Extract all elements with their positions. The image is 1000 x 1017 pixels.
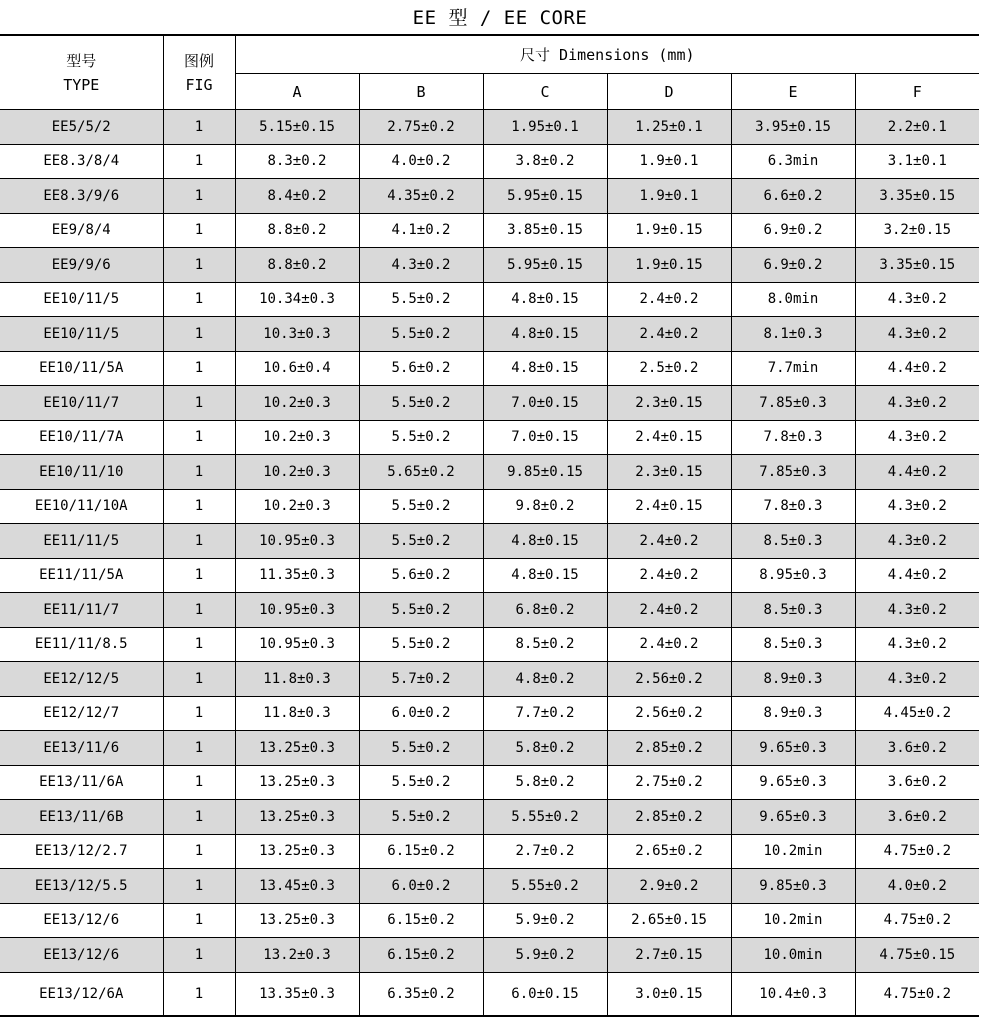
- cell-b: 6.15±0.2: [359, 938, 483, 973]
- cell-a: 11.35±0.3: [235, 558, 359, 593]
- cell-d: 2.65±0.15: [607, 903, 731, 938]
- cell-a: 10.95±0.3: [235, 524, 359, 559]
- table-body: [0, 110, 979, 1016]
- cell-fig: 1: [163, 179, 235, 214]
- table-row: [0, 558, 979, 593]
- table-row: [0, 248, 979, 283]
- cell-e: 10.4±0.3: [731, 972, 855, 1016]
- cell-f: 4.3±0.2: [855, 593, 979, 628]
- cell-e: 6.6±0.2: [731, 179, 855, 214]
- cell-b: 5.6±0.2: [359, 558, 483, 593]
- cell-f: 4.0±0.2: [855, 869, 979, 904]
- cell-a: 8.3±0.2: [235, 144, 359, 179]
- cell-a: 13.2±0.3: [235, 938, 359, 973]
- header-col-c: C: [483, 74, 607, 110]
- cell-c: 4.8±0.15: [483, 282, 607, 317]
- cell-type: EE9/8/4: [0, 213, 163, 248]
- cell-type: EE13/12/6: [0, 938, 163, 973]
- table-row: [0, 627, 979, 662]
- cell-fig: 1: [163, 455, 235, 490]
- cell-e: 8.0min: [731, 282, 855, 317]
- cell-fig: 1: [163, 489, 235, 524]
- cell-f: 4.75±0.2: [855, 834, 979, 869]
- cell-d: 1.9±0.15: [607, 248, 731, 283]
- cell-f: 3.1±0.1: [855, 144, 979, 179]
- cell-fig: 1: [163, 248, 235, 283]
- cell-d: 2.3±0.15: [607, 455, 731, 490]
- header-fig: [163, 35, 235, 110]
- page-title: EE 型 / EE CORE: [412, 7, 588, 29]
- header-col-d: D: [607, 74, 731, 110]
- cell-e: 7.8±0.3: [731, 489, 855, 524]
- cell-a: 10.2±0.3: [235, 386, 359, 421]
- cell-e: 3.95±0.15: [731, 110, 855, 145]
- cell-fig: 1: [163, 627, 235, 662]
- cell-type: EE10/11/10A: [0, 489, 163, 524]
- cell-type: EE10/11/7: [0, 386, 163, 421]
- cell-e: 10.2min: [731, 834, 855, 869]
- cell-e: 7.85±0.3: [731, 455, 855, 490]
- cell-type: EE13/12/6A: [0, 972, 163, 1016]
- cell-c: 5.55±0.2: [483, 800, 607, 835]
- cell-d: 2.3±0.15: [607, 386, 731, 421]
- cell-f: 3.35±0.15: [855, 179, 979, 214]
- cell-fig: 1: [163, 524, 235, 559]
- header-fig-cn: 图例: [183, 51, 214, 70]
- cell-c: 5.8±0.2: [483, 765, 607, 800]
- cell-fig: 1: [163, 662, 235, 697]
- cell-c: 5.95±0.15: [483, 248, 607, 283]
- cell-type: EE11/11/7: [0, 593, 163, 628]
- cell-d: 2.4±0.15: [607, 489, 731, 524]
- cell-b: 4.1±0.2: [359, 213, 483, 248]
- cell-type: EE11/11/5: [0, 524, 163, 559]
- cell-c: 6.8±0.2: [483, 593, 607, 628]
- header-col-f: F: [855, 74, 979, 110]
- cell-b: 6.35±0.2: [359, 972, 483, 1016]
- cell-b: 5.6±0.2: [359, 351, 483, 386]
- header-col-b: B: [359, 74, 483, 110]
- cell-a: 10.95±0.3: [235, 593, 359, 628]
- table-header: [0, 35, 979, 110]
- cell-a: 8.8±0.2: [235, 213, 359, 248]
- cell-e: 8.1±0.3: [731, 317, 855, 352]
- cell-e: 8.95±0.3: [731, 558, 855, 593]
- header-type-en: TYPE: [63, 75, 100, 94]
- cell-e: 6.9±0.2: [731, 213, 855, 248]
- cell-c: 5.8±0.2: [483, 731, 607, 766]
- cell-type: EE10/11/5: [0, 317, 163, 352]
- cell-fig: 1: [163, 696, 235, 731]
- cell-a: 13.45±0.3: [235, 869, 359, 904]
- cell-fig: 1: [163, 282, 235, 317]
- cell-f: 3.6±0.2: [855, 731, 979, 766]
- cell-f: 4.3±0.2: [855, 627, 979, 662]
- cell-f: 3.6±0.2: [855, 765, 979, 800]
- table-row: [0, 455, 979, 490]
- cell-f: 3.2±0.15: [855, 213, 979, 248]
- cell-c: 9.85±0.15: [483, 455, 607, 490]
- header-type: [0, 35, 163, 110]
- cell-d: 2.4±0.2: [607, 524, 731, 559]
- cell-c: 9.8±0.2: [483, 489, 607, 524]
- table-row: [0, 420, 979, 455]
- cell-d: 1.25±0.1: [607, 110, 731, 145]
- cell-b: 5.5±0.2: [359, 489, 483, 524]
- cell-b: 4.3±0.2: [359, 248, 483, 283]
- cell-a: 13.25±0.3: [235, 765, 359, 800]
- table-row: [0, 351, 979, 386]
- cell-c: 7.7±0.2: [483, 696, 607, 731]
- cell-e: 8.9±0.3: [731, 662, 855, 697]
- table-row: [0, 800, 979, 835]
- cell-e: 9.65±0.3: [731, 765, 855, 800]
- cell-b: 5.5±0.2: [359, 317, 483, 352]
- cell-fig: 1: [163, 593, 235, 628]
- cell-fig: 1: [163, 110, 235, 145]
- table-row: [0, 593, 979, 628]
- cell-b: 6.15±0.2: [359, 903, 483, 938]
- table-row: [0, 317, 979, 352]
- cell-d: 1.9±0.1: [607, 144, 731, 179]
- cell-type: EE10/11/7A: [0, 420, 163, 455]
- table-row: [0, 179, 979, 214]
- cell-b: 4.0±0.2: [359, 144, 483, 179]
- cell-e: 9.65±0.3: [731, 731, 855, 766]
- cell-f: 4.4±0.2: [855, 558, 979, 593]
- table-row: [0, 938, 979, 973]
- cell-type: EE13/12/5.5: [0, 869, 163, 904]
- cell-f: 4.75±0.2: [855, 903, 979, 938]
- cell-d: 3.0±0.15: [607, 972, 731, 1016]
- table-row: [0, 144, 979, 179]
- cell-f: 4.3±0.2: [855, 420, 979, 455]
- cell-d: 1.9±0.1: [607, 179, 731, 214]
- cell-b: 5.5±0.2: [359, 800, 483, 835]
- cell-c: 4.8±0.15: [483, 524, 607, 559]
- cell-e: 8.5±0.3: [731, 524, 855, 559]
- cell-a: 8.8±0.2: [235, 248, 359, 283]
- cell-fig: 1: [163, 765, 235, 800]
- table-row: [0, 282, 979, 317]
- table-row: [0, 696, 979, 731]
- cell-c: 5.9±0.2: [483, 903, 607, 938]
- table-row: [0, 834, 979, 869]
- cell-type: EE5/5/2: [0, 110, 163, 145]
- cell-e: 9.85±0.3: [731, 869, 855, 904]
- cell-f: 4.75±0.2: [855, 972, 979, 1016]
- cell-d: 2.56±0.2: [607, 696, 731, 731]
- cell-a: 11.8±0.3: [235, 696, 359, 731]
- cell-f: 4.4±0.2: [855, 455, 979, 490]
- cell-type: EE13/11/6B: [0, 800, 163, 835]
- cell-a: 13.25±0.3: [235, 731, 359, 766]
- cell-a: 13.25±0.3: [235, 903, 359, 938]
- cell-c: 4.8±0.2: [483, 662, 607, 697]
- cell-type: EE9/9/6: [0, 248, 163, 283]
- cell-e: 6.3min: [731, 144, 855, 179]
- cell-e: 8.5±0.3: [731, 627, 855, 662]
- cell-b: 5.5±0.2: [359, 386, 483, 421]
- cell-d: 2.4±0.2: [607, 558, 731, 593]
- cell-a: 10.6±0.4: [235, 351, 359, 386]
- cell-type: EE10/11/5: [0, 282, 163, 317]
- cell-a: 10.2±0.3: [235, 420, 359, 455]
- cell-f: 4.3±0.2: [855, 489, 979, 524]
- cell-e: 6.9±0.2: [731, 248, 855, 283]
- cell-c: 2.7±0.2: [483, 834, 607, 869]
- cell-f: 4.3±0.2: [855, 662, 979, 697]
- cell-type: EE8.3/9/6: [0, 179, 163, 214]
- cell-b: 5.5±0.2: [359, 282, 483, 317]
- cell-a: 5.15±0.15: [235, 110, 359, 145]
- cell-c: 7.0±0.15: [483, 386, 607, 421]
- cell-c: 5.9±0.2: [483, 938, 607, 973]
- cell-d: 2.4±0.2: [607, 317, 731, 352]
- cell-b: 6.15±0.2: [359, 834, 483, 869]
- cell-d: 2.4±0.15: [607, 420, 731, 455]
- cell-a: 10.95±0.3: [235, 627, 359, 662]
- cell-b: 6.0±0.2: [359, 869, 483, 904]
- cell-b: 2.75±0.2: [359, 110, 483, 145]
- cell-type: EE12/12/7: [0, 696, 163, 731]
- header-col-e: E: [731, 74, 855, 110]
- cell-type: EE8.3/8/4: [0, 144, 163, 179]
- cell-f: 2.2±0.1: [855, 110, 979, 145]
- cell-c: 3.8±0.2: [483, 144, 607, 179]
- table-row: [0, 869, 979, 904]
- cell-c: 8.5±0.2: [483, 627, 607, 662]
- table-row: [0, 662, 979, 697]
- ee-core-spec-table: [0, 34, 979, 1017]
- cell-e: 8.9±0.3: [731, 696, 855, 731]
- cell-d: 2.9±0.2: [607, 869, 731, 904]
- cell-a: 11.8±0.3: [235, 662, 359, 697]
- cell-c: 3.85±0.15: [483, 213, 607, 248]
- cell-a: 13.35±0.3: [235, 972, 359, 1016]
- cell-b: 5.5±0.2: [359, 765, 483, 800]
- cell-d: 2.85±0.2: [607, 800, 731, 835]
- table-row: [0, 489, 979, 524]
- cell-type: EE11/11/5A: [0, 558, 163, 593]
- cell-fig: 1: [163, 731, 235, 766]
- cell-type: EE13/12/6: [0, 903, 163, 938]
- cell-d: 2.4±0.2: [607, 627, 731, 662]
- table-row: [0, 213, 979, 248]
- cell-b: 5.5±0.2: [359, 593, 483, 628]
- cell-f: 4.4±0.2: [855, 351, 979, 386]
- cell-a: 10.34±0.3: [235, 282, 359, 317]
- cell-a: 8.4±0.2: [235, 179, 359, 214]
- cell-a: 10.2±0.3: [235, 455, 359, 490]
- cell-d: 2.4±0.2: [607, 593, 731, 628]
- cell-f: 4.3±0.2: [855, 524, 979, 559]
- cell-a: 10.2±0.3: [235, 489, 359, 524]
- table-row: [0, 524, 979, 559]
- cell-d: 2.65±0.2: [607, 834, 731, 869]
- cell-b: 6.0±0.2: [359, 696, 483, 731]
- table-row: [0, 765, 979, 800]
- cell-d: 1.9±0.15: [607, 213, 731, 248]
- cell-e: 7.7min: [731, 351, 855, 386]
- cell-fig: 1: [163, 972, 235, 1016]
- table-row: [0, 110, 979, 145]
- cell-fig: 1: [163, 420, 235, 455]
- cell-f: 4.45±0.2: [855, 696, 979, 731]
- cell-fig: 1: [163, 834, 235, 869]
- table-row: [0, 386, 979, 421]
- cell-a: 10.3±0.3: [235, 317, 359, 352]
- cell-d: 2.85±0.2: [607, 731, 731, 766]
- cell-f: 4.3±0.2: [855, 282, 979, 317]
- cell-type: EE10/11/5A: [0, 351, 163, 386]
- cell-e: 10.0min: [731, 938, 855, 973]
- cell-d: 2.7±0.15: [607, 938, 731, 973]
- cell-c: 5.95±0.15: [483, 179, 607, 214]
- cell-f: 3.35±0.15: [855, 248, 979, 283]
- cell-type: EE13/12/2.7: [0, 834, 163, 869]
- cell-type: EE13/11/6A: [0, 765, 163, 800]
- cell-fig: 1: [163, 938, 235, 973]
- cell-b: 5.5±0.2: [359, 731, 483, 766]
- cell-f: 4.75±0.15: [855, 938, 979, 973]
- cell-b: 5.5±0.2: [359, 420, 483, 455]
- cell-c: 4.8±0.15: [483, 558, 607, 593]
- cell-fig: 1: [163, 903, 235, 938]
- cell-d: 2.4±0.2: [607, 282, 731, 317]
- header-dimensions: 尺寸 Dimensions (mm): [235, 35, 979, 74]
- header-fig-en: FIG: [185, 75, 213, 94]
- cell-e: 9.65±0.3: [731, 800, 855, 835]
- cell-type: EE12/12/5: [0, 662, 163, 697]
- cell-b: 5.7±0.2: [359, 662, 483, 697]
- cell-c: 4.8±0.15: [483, 351, 607, 386]
- cell-fig: 1: [163, 351, 235, 386]
- cell-c: 1.95±0.1: [483, 110, 607, 145]
- cell-f: 3.6±0.2: [855, 800, 979, 835]
- cell-e: 7.8±0.3: [731, 420, 855, 455]
- cell-f: 4.3±0.2: [855, 317, 979, 352]
- cell-c: 6.0±0.15: [483, 972, 607, 1016]
- table-row: [0, 972, 979, 1016]
- cell-type: EE11/11/8.5: [0, 627, 163, 662]
- cell-fig: 1: [163, 800, 235, 835]
- cell-d: 2.5±0.2: [607, 351, 731, 386]
- cell-e: 10.2min: [731, 903, 855, 938]
- cell-fig: 1: [163, 869, 235, 904]
- table-row: [0, 903, 979, 938]
- cell-fig: 1: [163, 558, 235, 593]
- cell-fig: 1: [163, 386, 235, 421]
- cell-a: 13.25±0.3: [235, 800, 359, 835]
- cell-b: 5.5±0.2: [359, 627, 483, 662]
- cell-d: 2.75±0.2: [607, 765, 731, 800]
- cell-e: 8.5±0.3: [731, 593, 855, 628]
- cell-type: EE13/11/6: [0, 731, 163, 766]
- cell-a: 13.25±0.3: [235, 834, 359, 869]
- cell-fig: 1: [163, 213, 235, 248]
- cell-c: 4.8±0.15: [483, 317, 607, 352]
- cell-f: 4.3±0.2: [855, 386, 979, 421]
- cell-d: 2.56±0.2: [607, 662, 731, 697]
- cell-fig: 1: [163, 144, 235, 179]
- cell-fig: 1: [163, 317, 235, 352]
- cell-b: 5.5±0.2: [359, 524, 483, 559]
- table-row: [0, 731, 979, 766]
- cell-e: 7.85±0.3: [731, 386, 855, 421]
- cell-type: EE10/11/10: [0, 455, 163, 490]
- cell-b: 4.35±0.2: [359, 179, 483, 214]
- header-col-a: A: [235, 74, 359, 110]
- cell-c: 5.55±0.2: [483, 869, 607, 904]
- cell-b: 5.65±0.2: [359, 455, 483, 490]
- cell-c: 7.0±0.15: [483, 420, 607, 455]
- header-type-cn: 型号: [66, 51, 97, 70]
